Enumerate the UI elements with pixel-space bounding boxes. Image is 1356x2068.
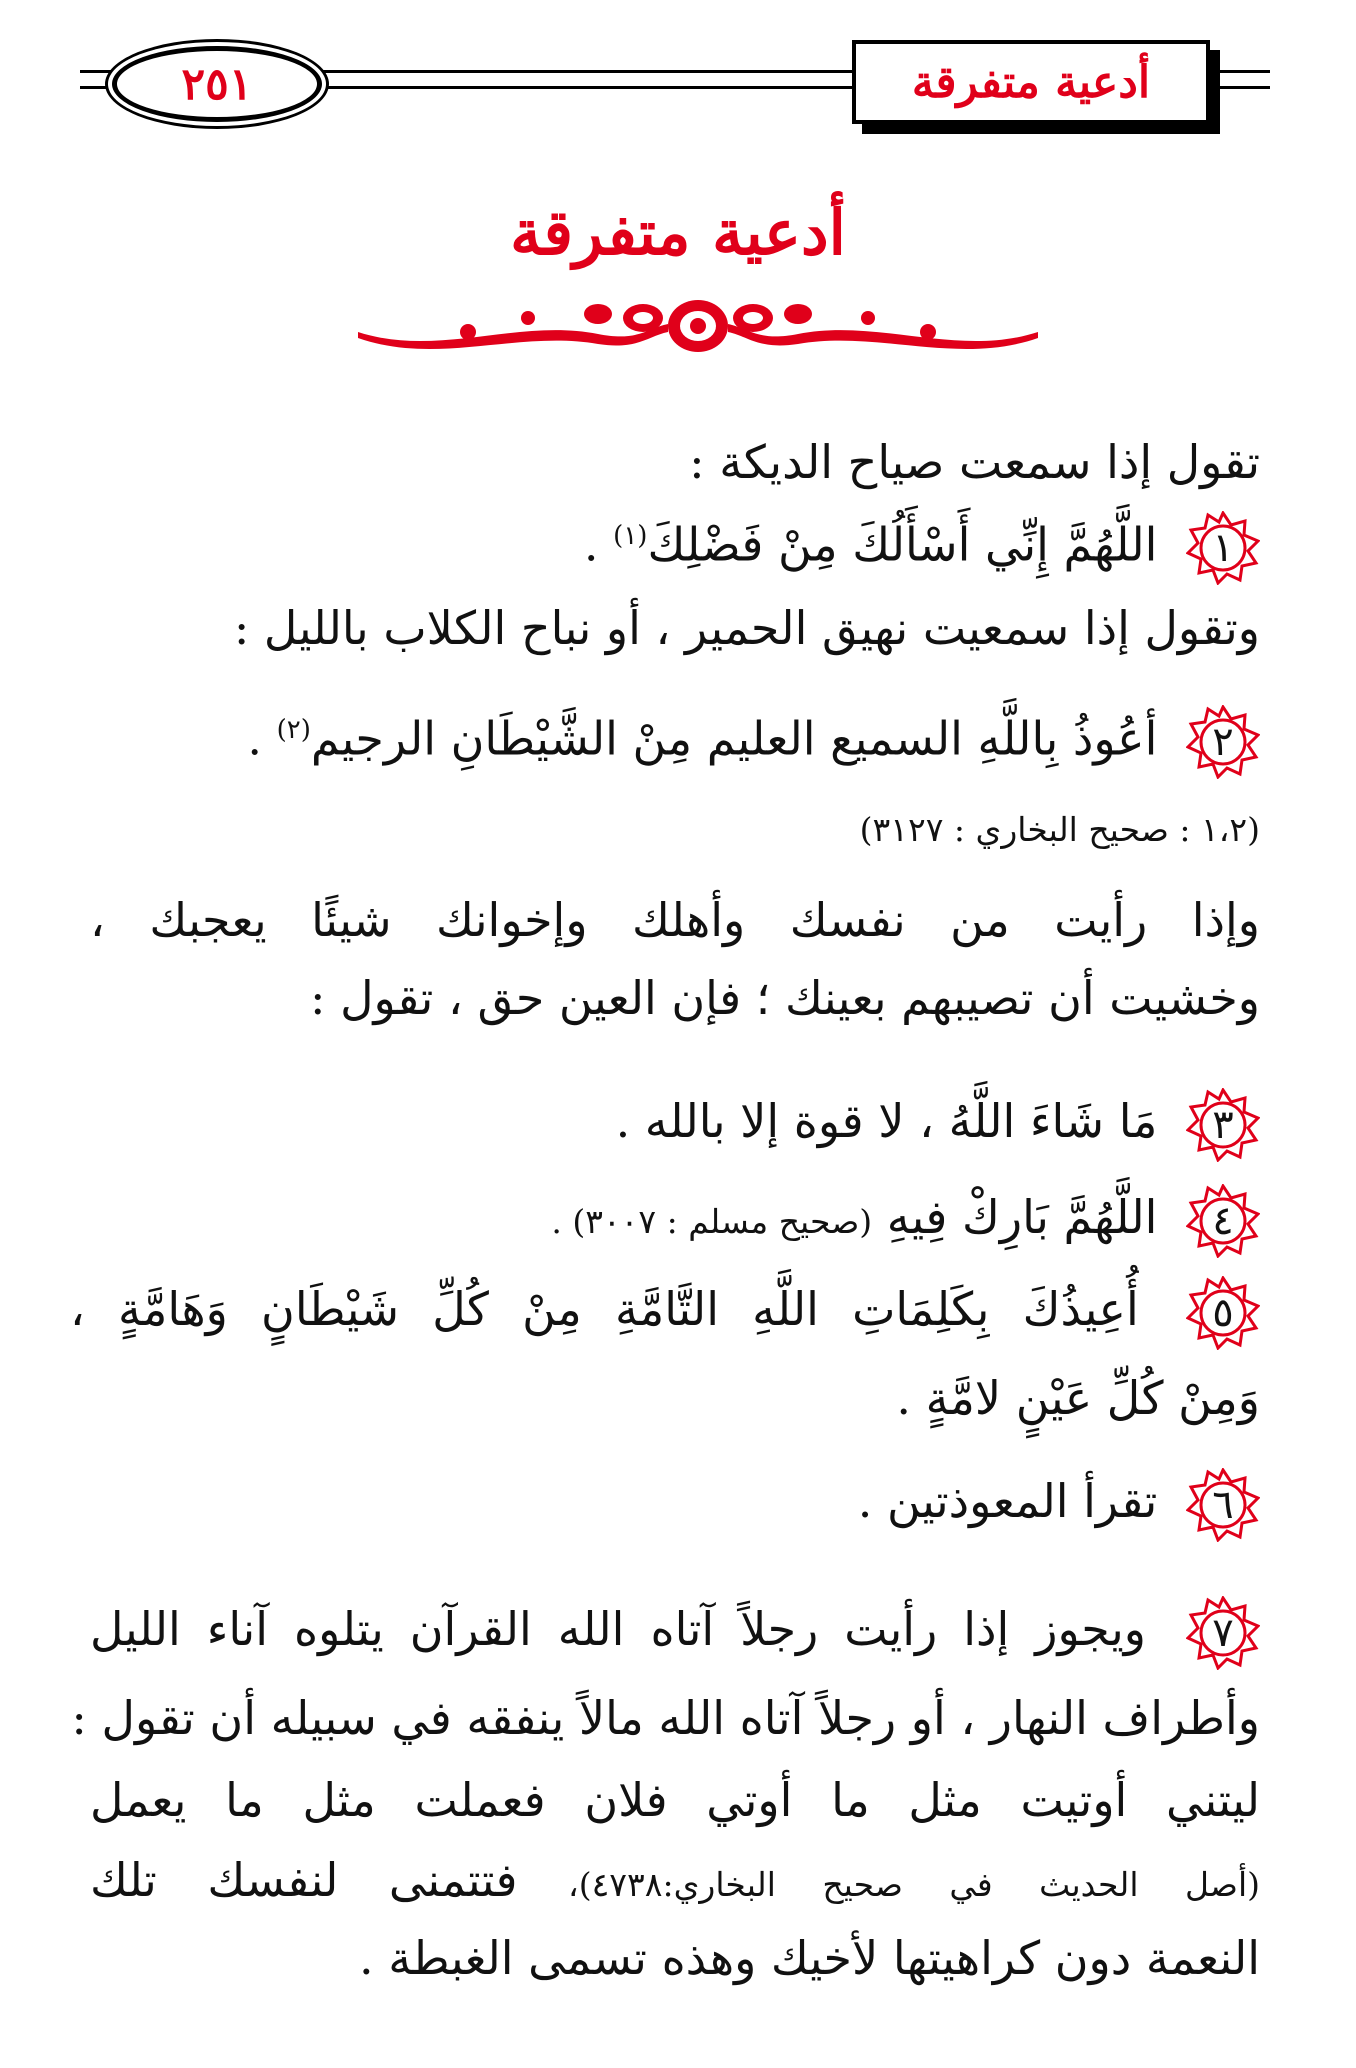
supplication-text: أعُوذُ بِاللَّهِ السميع العليم مِنْ الشَّيْطَانِ الرجيم [310, 711, 1158, 766]
text-line-11 [90, 1368, 1260, 1428]
line-text: وإذا رأيت من نفسك وأهلك وإخوانك شيئًا يعجبك ، [90, 893, 1260, 947]
supplication-text: مَا شَاءَ اللَّهُ ، لا قوة إلا بالله . [615, 1094, 1158, 1148]
supplication-text: أُعِيذُكَ بِكَلِمَاتِ اللَّهِ التَّامَّةِ مِنْ كُلِّ شَيْطَانٍ وَهَامَّةٍ ، [70, 1282, 1139, 1336]
badge-number: ٥ [1212, 1290, 1234, 1336]
supplication-text: تقرأ المعوذتين . [857, 1474, 1158, 1528]
decorative-ornament-divider [348, 288, 1048, 368]
supplication-7 [90, 1596, 1260, 1670]
footnote-marker: (٢) [276, 715, 311, 745]
text-line-6 [90, 890, 1260, 950]
number-badge [1186, 1468, 1260, 1542]
text-line-1 [90, 432, 1260, 492]
line-text: وأطراف النهار ، أو رجلاً آتاه الله مالاً ينفقه في سبيله أن تقول : [71, 1691, 1260, 1745]
badge-number: ٢ [1212, 719, 1234, 766]
page-number-oval [112, 46, 322, 122]
text-line-14 [71, 1688, 1260, 1748]
text-line-7 [70, 968, 1260, 1028]
text-line-3 [90, 598, 1260, 658]
reference-line [90, 800, 1260, 860]
line-text: وخشيت أن تصيبهم بعينك ؛ فإن العين حق ، تقول : [309, 971, 1260, 1025]
page-title: أدعية متفرقة [510, 196, 846, 269]
line-end: . [247, 711, 263, 766]
supplication-4 [90, 1184, 1260, 1258]
number-badge [1186, 1276, 1260, 1350]
text-line-15 [90, 1770, 1260, 1830]
badge-number: ٦ [1212, 1482, 1234, 1528]
number-badge [1186, 511, 1260, 585]
supplication-6 [90, 1468, 1260, 1542]
page-number: ٢٥١ [181, 58, 253, 110]
line-text: ليتني أوتيت مثل ما أوتي فلان فعملت مثل ما يعمل [90, 1773, 1260, 1827]
supplication-1 [90, 506, 1260, 585]
badge-number: ٧ [1212, 1610, 1234, 1656]
supplication-text: اللَّهُمَّ بَارِكْ فِيهِ [886, 1190, 1158, 1244]
line-text: فتتمنى لنفسك تلك [90, 1853, 518, 1907]
supplication-5 [70, 1276, 1260, 1350]
supplication-3 [90, 1088, 1260, 1162]
chapter-header-title: أدعية متفرقة [911, 56, 1151, 108]
line-text: وَمِنْ كُلِّ عَيْنٍ لامَّةٍ . [896, 1371, 1260, 1425]
supplication-text: ويجوز إذا رأيت رجلاً آتاه الله القرآن يتلوه آناء الليل [90, 1602, 1146, 1656]
text-line-17 [90, 1928, 1260, 1988]
line-text: وتقول إذا سمعيت نهيق الحمير ، أو نباح الكلاب بالليل : [233, 601, 1260, 655]
number-badge [1186, 1596, 1260, 1670]
number-badge [1186, 705, 1260, 779]
number-badge [1186, 1184, 1260, 1258]
line-text: النعمة دون كراهيتها لأخيك وهذه تسمى الغبطة . [359, 1931, 1260, 1985]
reference-text: (١،٢ : صحيح البخاري : ٣١٢٧) [859, 810, 1260, 849]
reference-text: (صحيح مسلم : ٣٠٠٧) . [551, 1202, 873, 1241]
line-text: تقول إذا سمعت صياح الديكة : [689, 435, 1260, 489]
badge-number: ٤ [1212, 1198, 1234, 1244]
supplication-text: اللَّهُمَّ إِنِّي أَسْأَلُكَ مِنْ فَضْلِكَ [647, 517, 1158, 572]
badge-number: ٣ [1212, 1102, 1234, 1148]
text-line-16 [90, 1850, 1260, 1915]
line-end: . [583, 517, 599, 572]
badge-number: ١ [1212, 525, 1234, 572]
chapter-header-box [852, 40, 1210, 124]
number-badge [1186, 1088, 1260, 1162]
footnote-marker: (١) [613, 521, 648, 551]
reference-text: (أصل الحديث في صحيح البخاري:٤٧٣٨)، [568, 1865, 1260, 1904]
supplication-2 [90, 700, 1260, 779]
